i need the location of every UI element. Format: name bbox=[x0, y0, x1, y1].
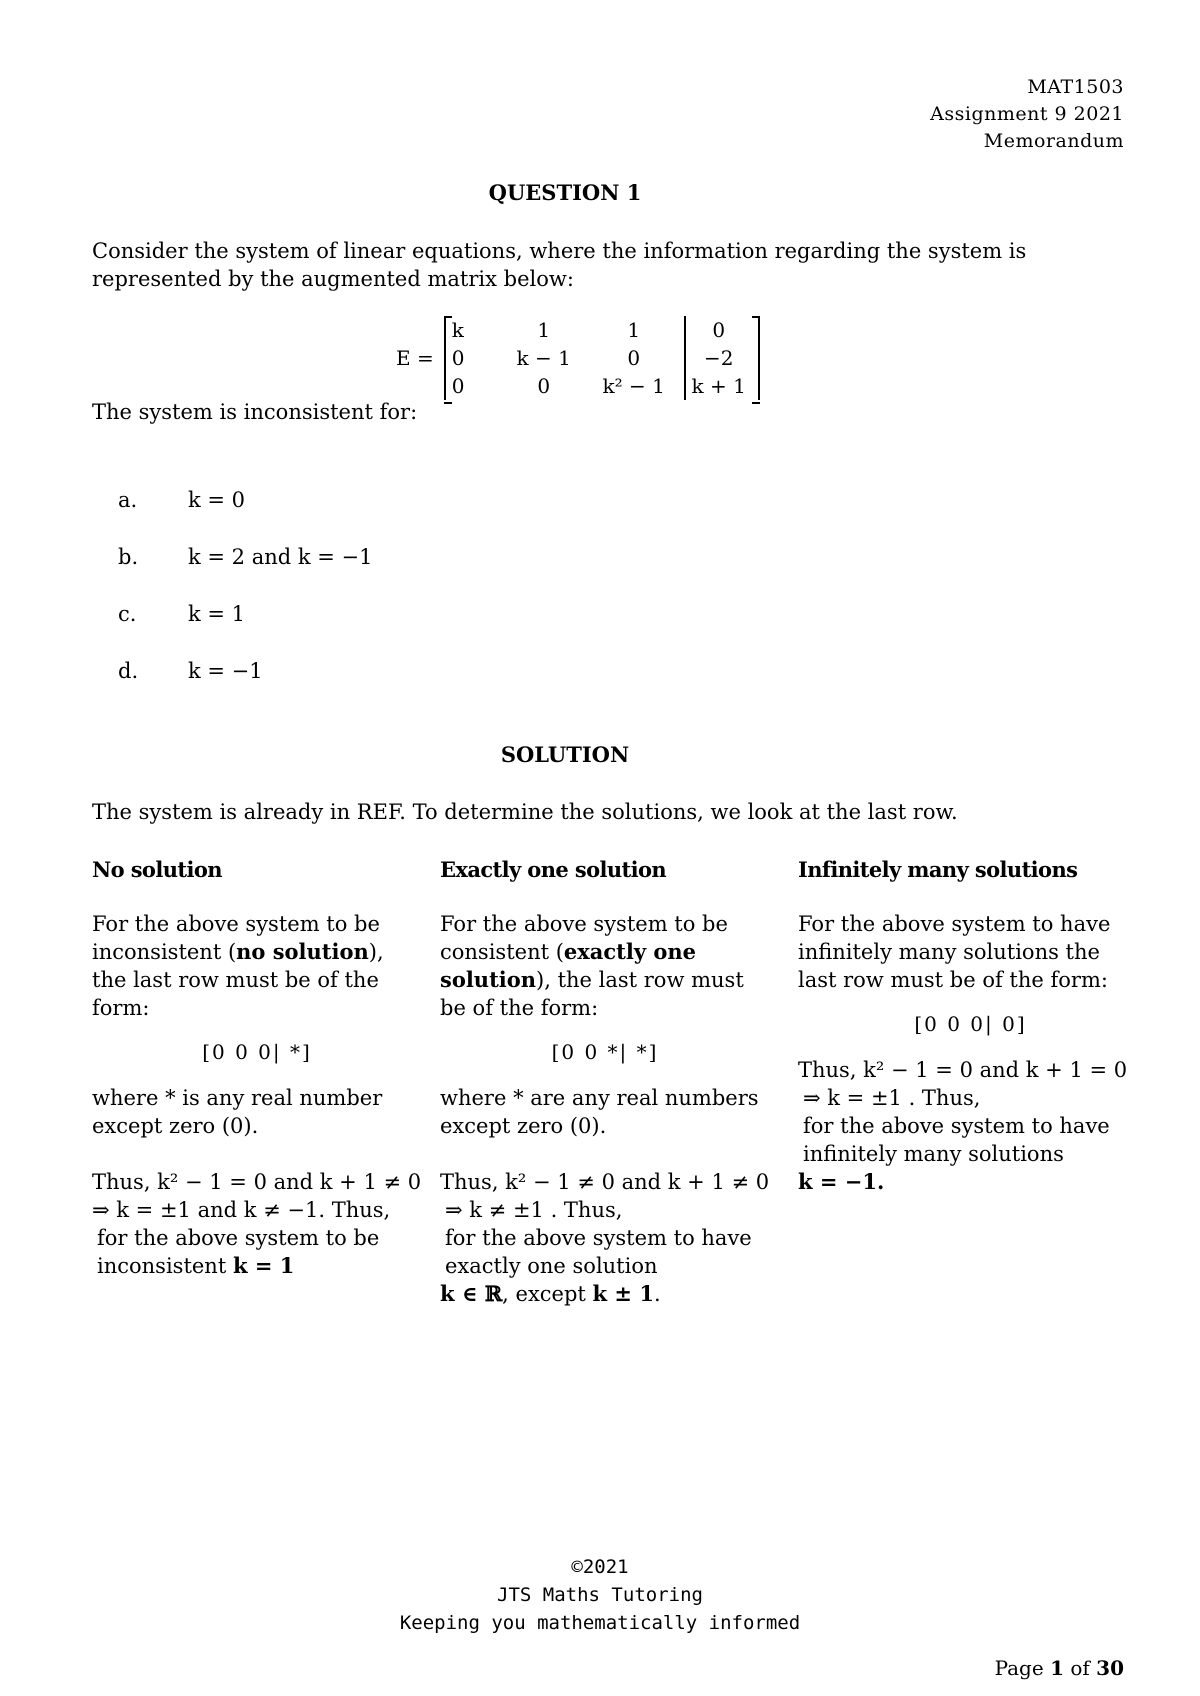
option-text: k = 2 and k = −1 bbox=[188, 545, 373, 569]
column-intro: For the above system to have infinitely many solutions the last row must be of the form: bbox=[798, 912, 1111, 992]
thus-text: Thus, k² − 1 = 0 and k + 1 = 0 bbox=[798, 1058, 1128, 1082]
no-solution-column bbox=[92, 856, 422, 1280]
column-heading: Exactly one solution bbox=[440, 857, 667, 882]
matrix-cell: 0 bbox=[451, 346, 465, 370]
intro-bold: no solution bbox=[236, 939, 369, 964]
column-heading: No solution bbox=[92, 857, 222, 882]
matrix-cell: 0 bbox=[712, 318, 726, 342]
thus-text: Thus, k² − 1 = 0 and k + 1 ≠ 0 bbox=[92, 1170, 422, 1194]
page-number bbox=[995, 1656, 1124, 1680]
question-prompt: The system is inconsistent for: bbox=[92, 400, 418, 424]
option-text: k = −1 bbox=[188, 659, 263, 683]
row-form: [0 0 0| *] bbox=[202, 1040, 312, 1064]
company-name: JTS Maths Tutoring bbox=[497, 1584, 703, 1606]
conclusion-text: for the above system to have exactly one solution bbox=[445, 1226, 752, 1278]
where-text: where * are any real numbers except zero (0). bbox=[440, 1086, 759, 1138]
matrix-cell: k² − 1 bbox=[602, 374, 665, 398]
conclusion-text bbox=[92, 1224, 422, 1280]
column-intro bbox=[440, 910, 770, 1022]
infinite-solutions-column bbox=[798, 856, 1143, 1196]
option-b bbox=[118, 545, 373, 569]
page-current: 1 bbox=[1050, 1656, 1064, 1680]
intro-text: For the above system to be inconsistent ( bbox=[92, 912, 380, 964]
implies-text: ⇒ k ≠ ±1 . Thus, bbox=[445, 1198, 623, 1222]
document-type: Memorandum bbox=[983, 130, 1124, 152]
course-code: MAT1503 bbox=[1027, 76, 1124, 98]
implies-text: ⇒ k = ±1 and k ≠ −1. Thus, bbox=[92, 1198, 391, 1222]
row-form: [0 0 *| *] bbox=[551, 1040, 659, 1064]
thus-text: Thus, k² − 1 ≠ 0 and k + 1 ≠ 0 bbox=[440, 1170, 770, 1194]
intro-bold: exactly one solution bbox=[440, 939, 697, 992]
solution-intro: The system is already in REF. To determine the solutions, we look at the last row. bbox=[92, 800, 958, 824]
option-d bbox=[118, 659, 263, 683]
matrix-grid bbox=[444, 316, 760, 400]
question-title: QUESTION 1 bbox=[488, 180, 642, 205]
conclusion: for the above system to be inconsistent bbox=[97, 1226, 380, 1278]
solution-title: SOLUTION bbox=[500, 742, 630, 767]
matrix-cell: 0 bbox=[627, 346, 641, 370]
matrix-cell: 0 bbox=[537, 374, 551, 398]
document-footer bbox=[0, 1553, 1200, 1637]
intro-text: ), the last row must be of the form: bbox=[440, 968, 744, 1020]
option-text: k = 1 bbox=[188, 602, 246, 626]
matrix-cell: −2 bbox=[703, 346, 734, 370]
option-text: k = 0 bbox=[188, 488, 246, 512]
assignment-label: Assignment 9 2021 bbox=[930, 103, 1124, 125]
tagline: Keeping you mathematically informed bbox=[399, 1612, 801, 1634]
answer: k = 1 bbox=[232, 1253, 295, 1278]
answer-part: , except bbox=[502, 1282, 593, 1306]
column-intro bbox=[92, 910, 422, 1022]
column-heading: Infinitely many solutions bbox=[798, 857, 1078, 882]
answer-part: . bbox=[653, 1282, 661, 1306]
intro-line-1: Consider the system of linear equations, where the information regarding the system is bbox=[92, 239, 1027, 263]
copyright: ©2021 bbox=[571, 1556, 629, 1578]
option-letter: b. bbox=[118, 545, 139, 569]
matrix-cell: 1 bbox=[537, 318, 551, 342]
matrix-cell: 1 bbox=[627, 318, 641, 342]
page-of: of bbox=[1063, 1656, 1097, 1680]
answer-part: k ± 1 bbox=[592, 1281, 654, 1306]
augmented-matrix bbox=[396, 316, 760, 400]
answer: k = −1. bbox=[798, 1169, 885, 1194]
option-letter: d. bbox=[118, 659, 139, 683]
where-text: where * is any real number except zero (0). bbox=[92, 1086, 383, 1138]
row-form: [0 0 0| 0] bbox=[914, 1012, 1027, 1036]
matrix-cell: k bbox=[451, 318, 464, 342]
one-solution-column bbox=[440, 856, 770, 1308]
intro-text: ), the last row must be of the form: bbox=[92, 940, 384, 1020]
option-c bbox=[118, 602, 245, 626]
implies-text: ⇒ k = ±1 . Thus, bbox=[803, 1086, 981, 1110]
question-intro bbox=[92, 237, 1042, 293]
matrix-cell: k + 1 bbox=[691, 374, 746, 398]
intro-line-2: represented by the augmented matrix below: bbox=[92, 267, 574, 291]
option-a bbox=[118, 488, 245, 512]
matrix-cell: k − 1 bbox=[516, 346, 571, 370]
intro-text: For the above system to be consistent ( bbox=[440, 912, 728, 964]
answer-part: k ∈ ℝ bbox=[440, 1281, 503, 1306]
option-letter: c. bbox=[118, 602, 137, 626]
matrix-cell: 0 bbox=[451, 374, 465, 398]
page-total: 30 bbox=[1096, 1656, 1124, 1680]
answer-line bbox=[440, 1280, 770, 1308]
page-label: Page bbox=[994, 1656, 1051, 1680]
option-letter: a. bbox=[118, 488, 138, 512]
conclusion-text: for the above system to have infinitely many solutions bbox=[803, 1114, 1110, 1166]
document-header bbox=[930, 74, 1124, 155]
matrix-label: E = bbox=[396, 346, 434, 370]
answer-line bbox=[798, 1168, 1143, 1196]
